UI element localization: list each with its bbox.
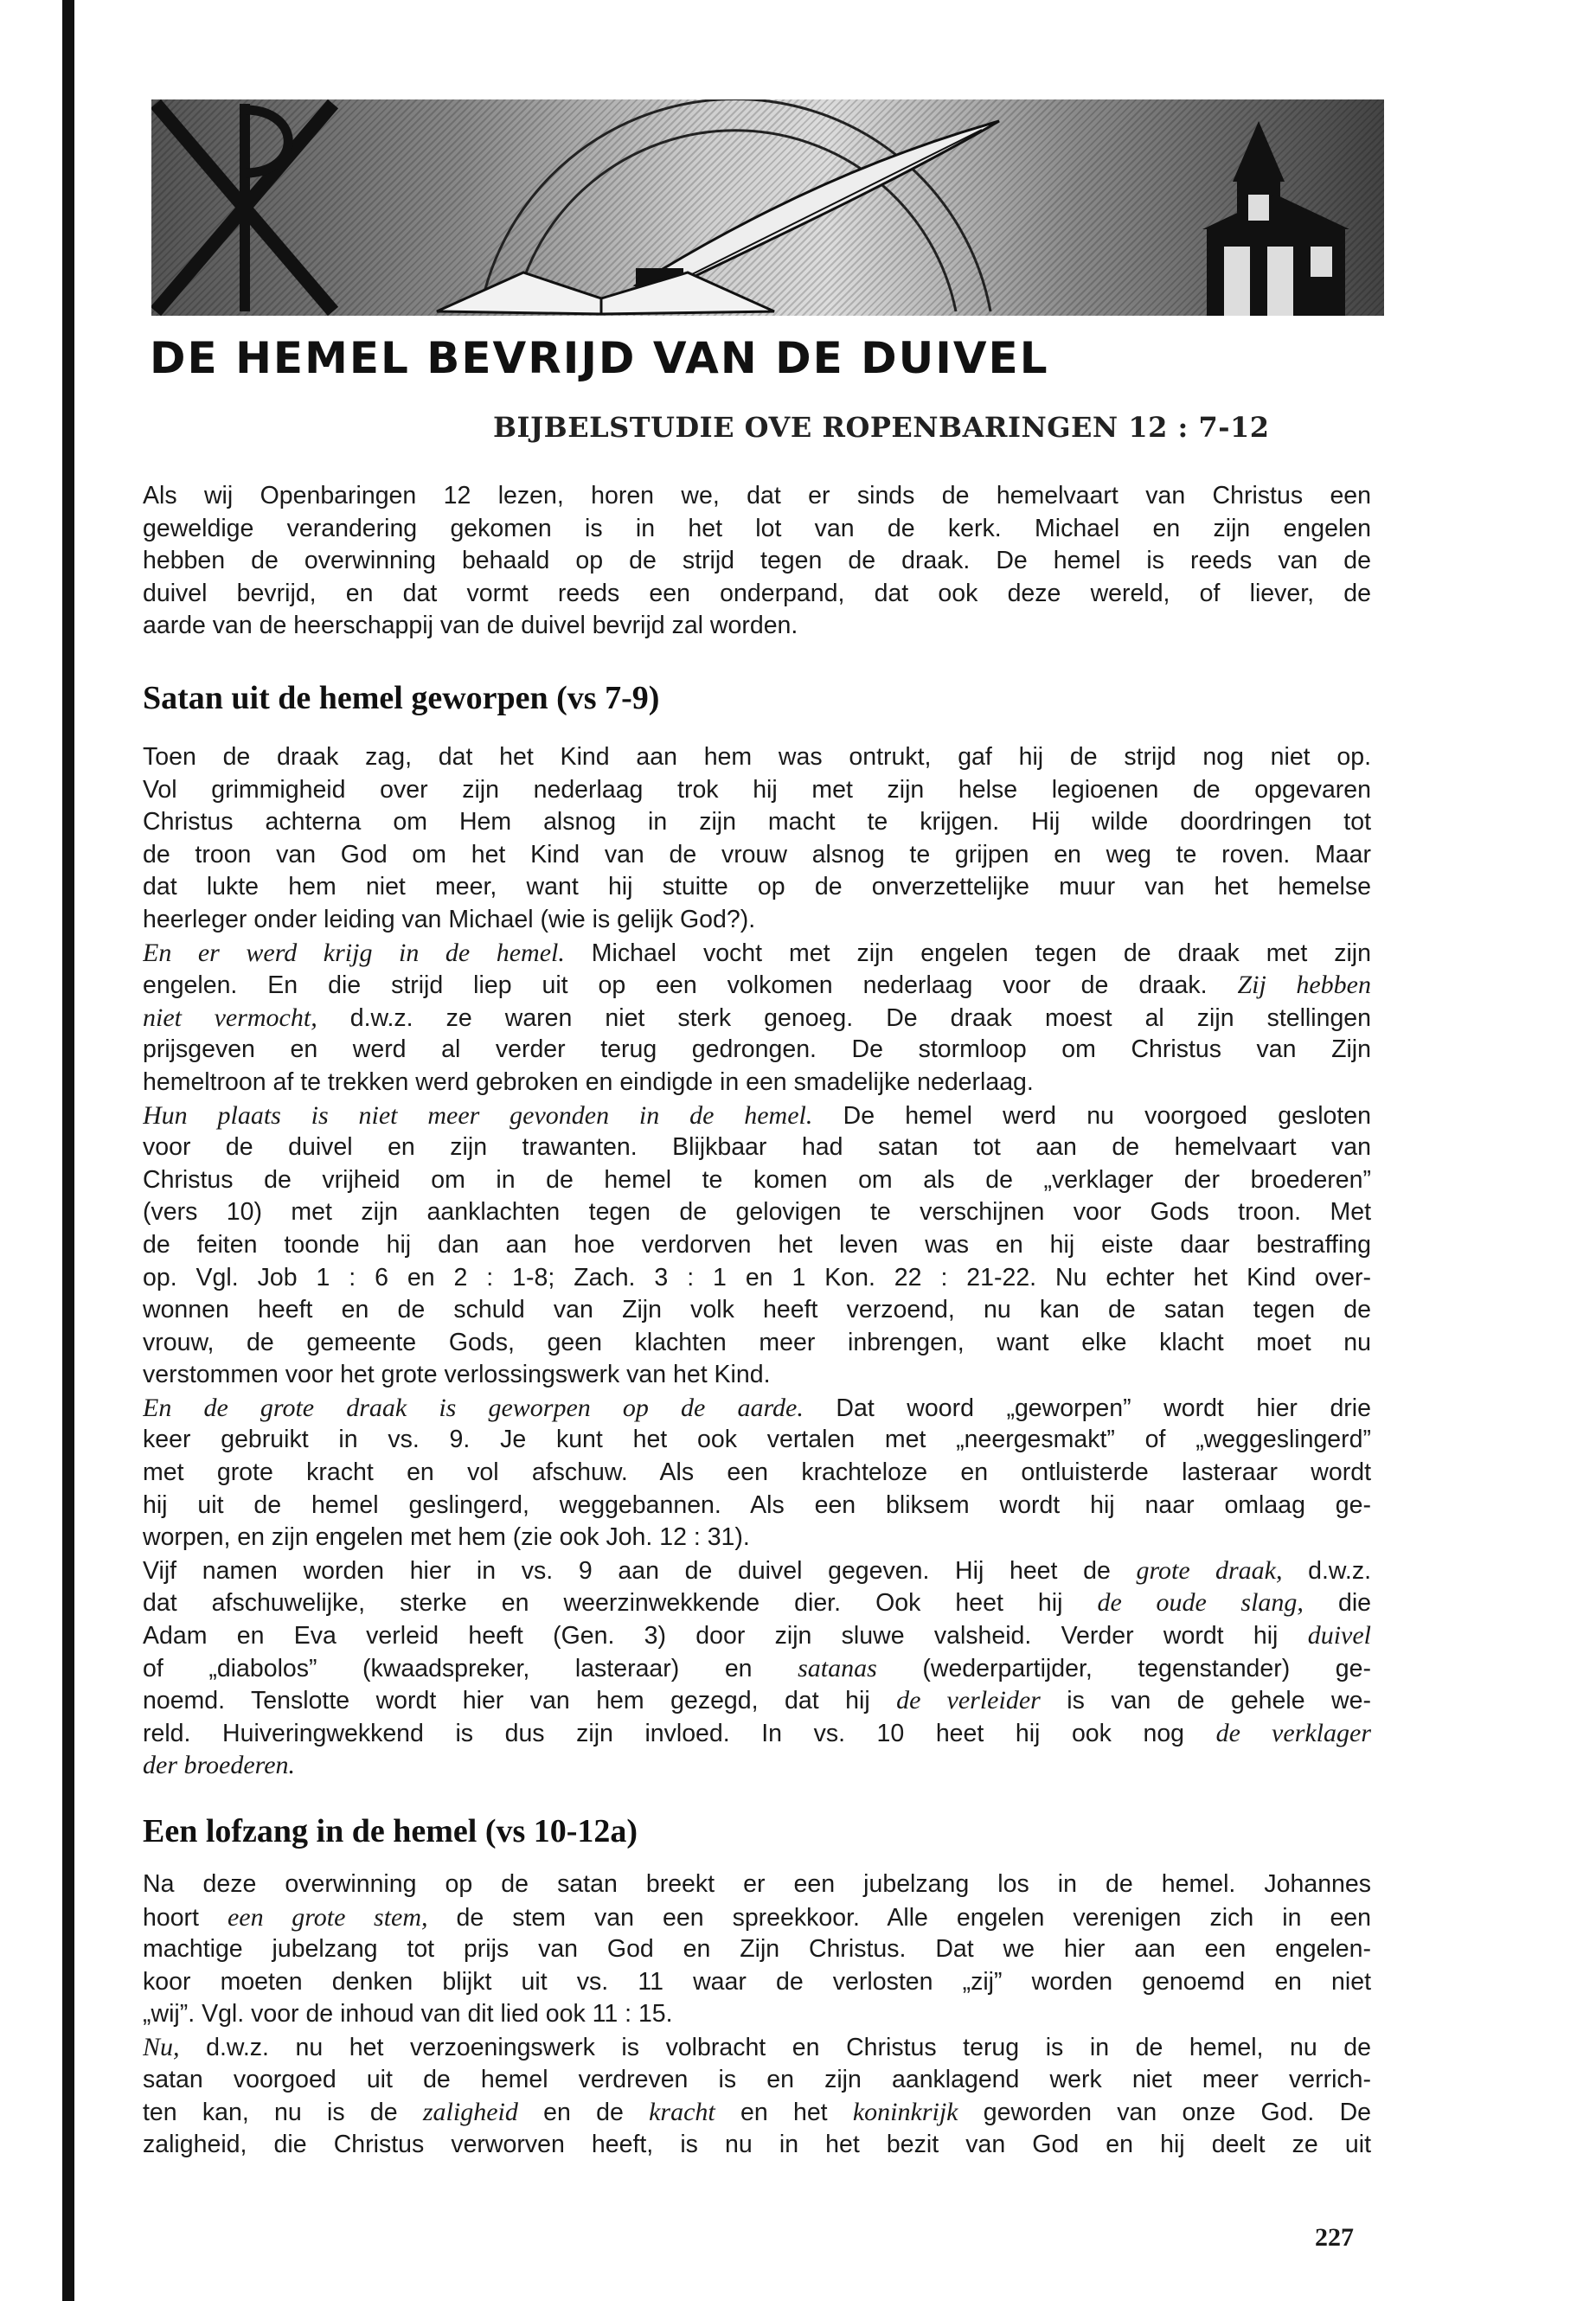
text-run: geworden van onze God. De bbox=[958, 2099, 1371, 2127]
italic-phrase: kracht bbox=[649, 2098, 715, 2127]
text-line bbox=[143, 1684, 1371, 1717]
intro-line: Als wij Openbaringen 12 lezen, horen we, dat er sinds de hemelvaart van Christus een bbox=[143, 482, 1371, 510]
text-line: worpen, en zijn engelen met hem (zie ook Joh. 12 : 31). bbox=[143, 1523, 750, 1552]
italic-phrase: een grote stem, bbox=[227, 1902, 428, 1932]
text-run: Adam en Eva verleid heeft (Gen. 3) door zijn sluwe valsheid. Verder wordt hij bbox=[143, 1622, 1308, 1650]
text-run: hoort bbox=[143, 1903, 228, 1932]
text-line: hemeltroon af te trekken werd gebroken en eindigde in een smadelijke nederlaag. bbox=[143, 1067, 1034, 1096]
italic-phrase: Zij hebben bbox=[1237, 971, 1371, 1000]
italic-phrase: Hun plaats is niet meer gevonden in de hemel. bbox=[143, 1100, 813, 1130]
italic-phrase: de verklager bbox=[1215, 1718, 1371, 1747]
text-run: Michael vocht met zijn engelen tegen de draak met zijn bbox=[564, 939, 1371, 967]
text-line bbox=[143, 969, 1371, 1002]
text-run: die bbox=[1303, 1589, 1371, 1618]
text-line: Christus de vrijheid om in de hemel te komen om als de „verklager der broederen” bbox=[143, 1165, 1371, 1194]
section-heading-lofzang: Een lofzang in de hemel (vs 10-12a) bbox=[143, 1813, 638, 1849]
text-line: de feiten toonde hij dan aan hoe verdorven het leven was en hij eiste daar bestraffing bbox=[143, 1230, 1371, 1259]
text-line: prijsgeven en werd al verder terug gedrongen. De stormloop om Christus van Zijn bbox=[143, 1035, 1371, 1064]
text-line: zaligheid, die Christus verworven heeft, is nu in het bezit van God en hij deelt ze uit bbox=[143, 2130, 1371, 2158]
text-run: de stem van een spreekkoor. Alle engelen verenigen zich in een bbox=[427, 1903, 1371, 1932]
text-line bbox=[143, 1586, 1371, 1619]
text-run: (wederpartijder, tegenstander) ge- bbox=[876, 1654, 1371, 1682]
text-line bbox=[143, 1717, 1371, 1750]
text-line: Vol grimmigheid over zijn nederlaag trok hij met zijn helse legioenen de opgevaren bbox=[143, 775, 1371, 804]
text-run: ten kan, nu is de bbox=[143, 2099, 423, 2127]
italic-phrase: koninkrijk bbox=[852, 2098, 958, 2127]
intro-line: geweldige verandering gekomen is in het lot van de kerk. Michael en zijn engelen bbox=[143, 514, 1371, 542]
text-line: Toen de draak zag, dat het Kind aan hem was ontrukt, gaf hij de strijd nog niet op. bbox=[143, 743, 1371, 771]
text-line: verstommen voor het grote verlossingswerk van het Kind. bbox=[143, 1361, 771, 1389]
italic-phrase: duivel bbox=[1307, 1621, 1371, 1650]
text-line: Na deze overwinning op de satan breekt er een jubelzang los in de hemel. Johannes bbox=[143, 1870, 1371, 1898]
text-run: d.w.z. ze waren niet sterk genoeg. De draak moest al zijn stellingen bbox=[317, 1003, 1371, 1032]
italic-phrase: satanas bbox=[798, 1653, 877, 1682]
intro-line: hebben de overwinning behaald op de strijd tegen de draak. De hemel is reeds van de bbox=[143, 547, 1371, 575]
text-run: en de bbox=[517, 2099, 650, 2127]
text-run: Dat woord „geworpen” wordt hier drie bbox=[803, 1394, 1371, 1422]
sunburst-arc bbox=[480, 99, 990, 311]
italic-phrase: der broederen. bbox=[143, 1751, 296, 1780]
text-line: (vers 10) met zijn aanklachten tegen de gelovigen te verschijnen voor Gods troon. Met bbox=[143, 1198, 1371, 1227]
intro-line: duivel bevrijd, en dat vormt reeds een onderpand, dat ook deze wereld, of liever, de bbox=[143, 579, 1371, 607]
intro-line: aarde van de heerschappij van de duivel bevrijd zal worden. bbox=[143, 612, 798, 640]
text-line: machtige jubelzang tot prijs van God en Zijn Christus. Dat we hier aan een engelen- bbox=[143, 1935, 1371, 1964]
text-line bbox=[143, 1554, 1371, 1587]
text-line: vrouw, de gemeente Gods, geen klachten meer inbrengen, want elke klacht moet nu bbox=[143, 1328, 1371, 1356]
text-line: koor moeten denken blijkt uit vs. 11 waar de verlosten „zij” worden genoemd en niet bbox=[143, 1967, 1371, 1996]
text-line bbox=[143, 1099, 1371, 1132]
text-run: of „diabolos” (kwaadspreker, lasteraar) en bbox=[143, 1654, 798, 1682]
text-line bbox=[143, 1392, 1371, 1425]
text-run: is van de gehele we- bbox=[1040, 1687, 1371, 1715]
italic-phrase: de verleider bbox=[896, 1686, 1041, 1715]
article-title: DE HEMEL BEVRIJD VAN DE DUIVEL bbox=[150, 333, 1049, 383]
text-line: keer gebruikt in vs. 9. Je kunt het ook vertalen met „neergesmakt” of „weggeslingerd” bbox=[143, 1426, 1371, 1454]
illustration-graphics bbox=[151, 99, 1384, 316]
section-satan-text bbox=[143, 741, 1371, 1782]
text-line: de troon van God om het Kind van de vrouw alsnog te grijpen en weg te roven. Maar bbox=[143, 840, 1371, 868]
section-heading-satan: Satan uit de hemel geworpen (vs 7-9) bbox=[143, 680, 660, 716]
text-line: met grote kracht en vol afschuw. Als een krachteloze en ontluisterde lasteraar wordt bbox=[143, 1458, 1371, 1487]
text-run: Vijf namen worden hier in vs. 9 aan de duivel gegeven. Hij heet de bbox=[143, 1556, 1137, 1585]
text-line: hij uit de hemel geslingerd, weggebannen. Als een bliksem wordt hij naar omlaag ge- bbox=[143, 1490, 1371, 1519]
header-illustration bbox=[151, 99, 1384, 316]
italic-phrase: En er werd krijg in de hemel. bbox=[143, 938, 565, 967]
chi-rho-symbol bbox=[156, 104, 333, 311]
text-line bbox=[143, 1619, 1371, 1652]
text-line: Christus achterna om Hem alsnog in zijn macht te krijgen. Hij wilde doordringen tot bbox=[143, 808, 1371, 836]
italic-phrase: grote draak, bbox=[1136, 1555, 1283, 1585]
intro-paragraph bbox=[143, 480, 1371, 643]
text-line: dat lukte hem niet meer, want hij stuitte op de onverzettelijke muur van het hemelse bbox=[143, 873, 1371, 901]
binding-edge bbox=[62, 0, 74, 2301]
text-run: dat afschuwelijke, sterke en weerzinwekkende dier. Ook heet hij bbox=[143, 1589, 1098, 1618]
text-line bbox=[143, 1901, 1371, 1934]
text-run: De hemel werd nu voorgoed gesloten bbox=[812, 1101, 1371, 1130]
church-icon bbox=[1202, 121, 1349, 316]
page-number: 227 bbox=[1315, 2223, 1354, 2252]
text-line bbox=[143, 1652, 1371, 1685]
text-run: reld. Huiveringwekkend is dus zijn invloed. In vs. 10 heet hij ook nog bbox=[143, 1719, 1216, 1747]
italic-phrase: zaligheid bbox=[422, 2098, 518, 2127]
italic-phrase: Nu, bbox=[143, 2032, 180, 2061]
italic-phrase: En de grote draak is geworpen op de aarde. bbox=[143, 1393, 804, 1422]
text-line bbox=[143, 937, 1371, 970]
text-line bbox=[143, 1749, 1371, 1782]
text-line: voor de duivel en zijn trawanten. Blijkbaar had satan tot aan de hemelvaart van bbox=[143, 1133, 1371, 1162]
text-run: d.w.z. nu het verzoeningswerk is volbracht en Christus terug is in de hemel, nu de bbox=[179, 2033, 1371, 2061]
text-line bbox=[143, 1002, 1371, 1035]
text-run: engelen. En die strijd liep uit op een volkomen nederlaag voor de draak. bbox=[143, 971, 1238, 1000]
section-lofzang-text bbox=[143, 1868, 1371, 2161]
text-line: heerleger onder leiding van Michael (wie is gelijk God?). bbox=[143, 905, 756, 933]
text-line: „wij”. Vgl. voor de inhoud van dit lied ook 11 : 15. bbox=[143, 2000, 673, 2029]
italic-phrase: niet vermocht, bbox=[143, 1003, 317, 1032]
italic-phrase: de oude slang, bbox=[1097, 1588, 1304, 1618]
text-run: d.w.z. bbox=[1282, 1556, 1371, 1585]
article-subtitle: BIJBELSTUDIE OVE ROPENBARINGEN 12 : 7-12 bbox=[493, 411, 1270, 444]
text-line: wonnen heeft en de schuld van Zijn volk heeft verzoend, nu kan de satan tegen de bbox=[143, 1296, 1371, 1324]
text-line bbox=[143, 2031, 1371, 2064]
text-line bbox=[143, 2096, 1371, 2129]
text-line: satan voorgoed uit de hemel verdreven is en zijn aanklagend werk niet meer verrich- bbox=[143, 2065, 1371, 2093]
text-line: op. Vgl. Job 1 : 6 en 2 : 1-8; Zach. 3 : 1 en 1 Kon. 22 : 21-22. Nu echter het Kind over- bbox=[143, 1263, 1371, 1292]
text-run: noemd. Tenslotte wordt hier van hem gezegd, dat hij bbox=[143, 1687, 897, 1715]
text-run: en het bbox=[715, 2099, 853, 2127]
